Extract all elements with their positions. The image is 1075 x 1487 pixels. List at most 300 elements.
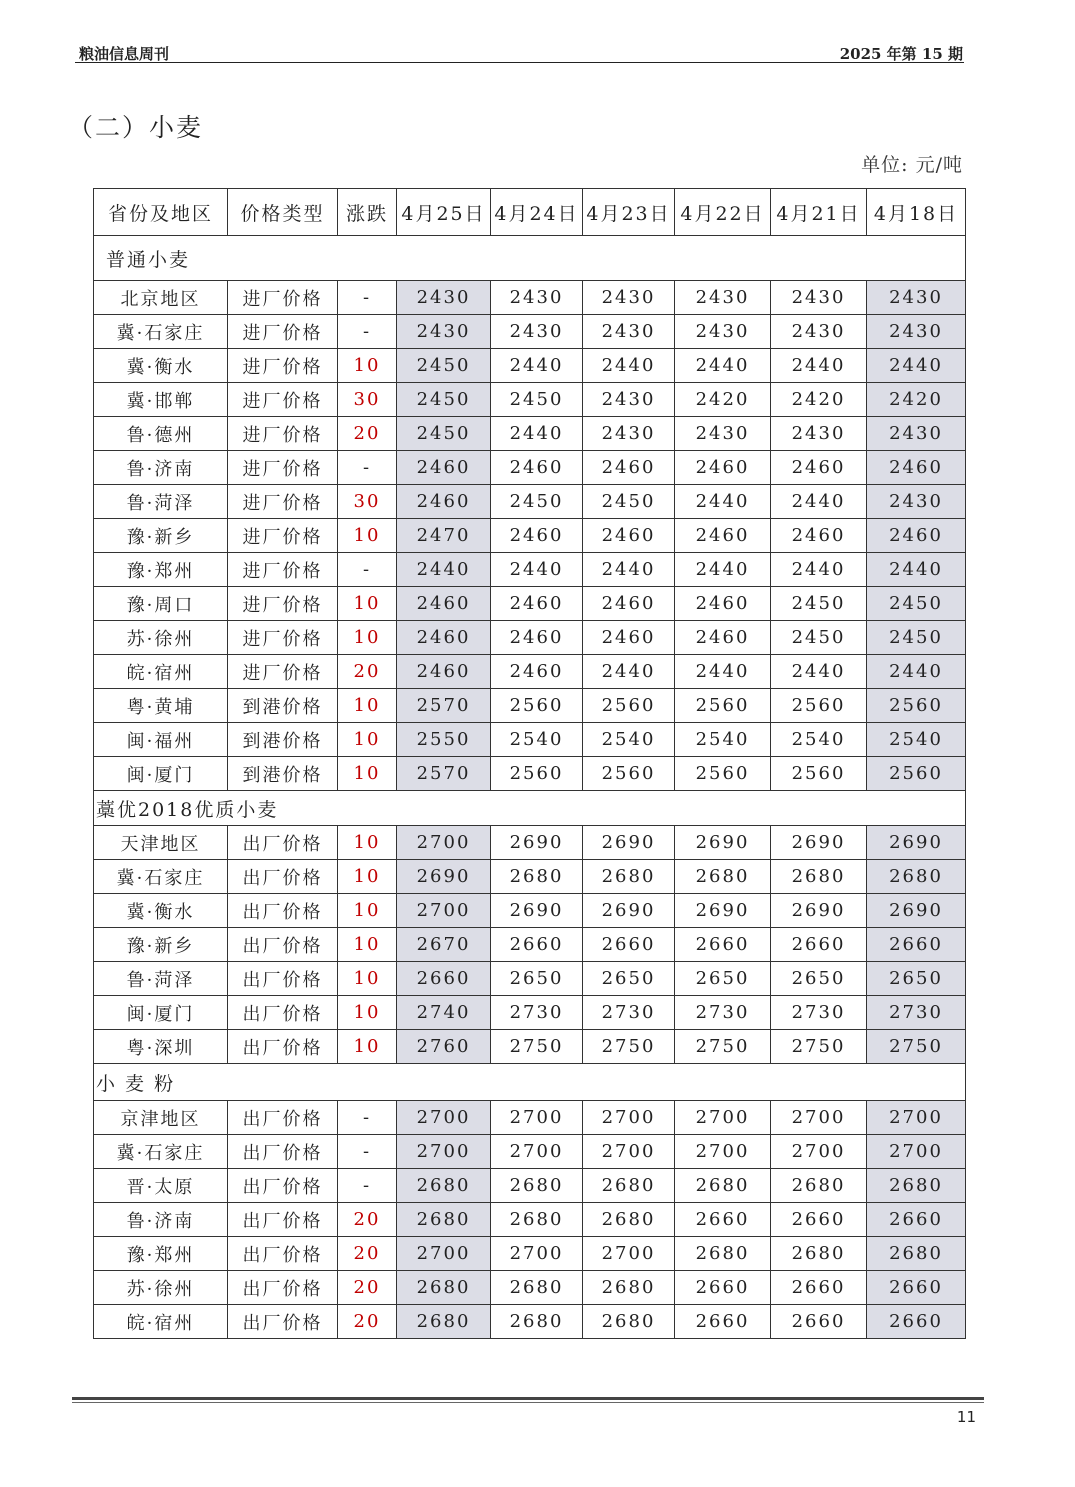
change-cell: 20 (338, 1271, 397, 1305)
price-cell: 2460 (397, 485, 491, 519)
region-cell: 冀·石家庄 (94, 860, 228, 894)
table-row (94, 621, 966, 655)
price-cell: 2700 (583, 1237, 675, 1271)
price-cell: 2730 (491, 996, 583, 1030)
price-cell: 2680 (771, 1237, 867, 1271)
price-cell: 2450 (583, 485, 675, 519)
column-header: 价格类型 (228, 189, 338, 236)
price-cell: 2460 (771, 451, 867, 485)
price-cell: 2450 (771, 621, 867, 655)
price-cell: 2430 (675, 281, 771, 315)
region-cell: 鲁·菏泽 (94, 962, 228, 996)
group-label: 小 麦 粉 (94, 1064, 966, 1101)
table-row (94, 383, 966, 417)
price-cell: 2540 (867, 723, 966, 757)
price-cell: 2680 (491, 1305, 583, 1339)
region-cell: 闽·福州 (94, 723, 228, 757)
group-row (94, 791, 966, 826)
section-title: （二）小麦 (68, 113, 204, 142)
price-cell: 2470 (397, 519, 491, 553)
page-number: 11 (956, 1408, 976, 1426)
price-cell: 2450 (491, 383, 583, 417)
table-row (94, 485, 966, 519)
price-type-cell: 出厂价格 (228, 1305, 338, 1339)
price-type-cell: 出厂价格 (228, 1237, 338, 1271)
price-cell: 2690 (771, 826, 867, 860)
price-cell: 2680 (397, 1169, 491, 1203)
region-cell: 闽·厦门 (94, 996, 228, 1030)
price-cell: 2560 (491, 757, 583, 791)
price-cell: 2440 (583, 655, 675, 689)
price-cell: 2440 (675, 655, 771, 689)
table-row (94, 723, 966, 757)
table-row (94, 996, 966, 1030)
price-cell: 2430 (867, 485, 966, 519)
price-cell: 2450 (397, 383, 491, 417)
price-cell: 2690 (491, 826, 583, 860)
price-cell: 2680 (491, 1271, 583, 1305)
price-cell: 2440 (583, 553, 675, 587)
price-type-cell: 出厂价格 (228, 1030, 338, 1064)
footer-rule-thin (72, 1402, 984, 1403)
price-type-cell: 出厂价格 (228, 860, 338, 894)
change-cell: - (338, 451, 397, 485)
price-cell: 2430 (867, 417, 966, 451)
region-cell: 闽·厦门 (94, 757, 228, 791)
change-cell: 10 (338, 962, 397, 996)
price-cell: 2440 (867, 553, 966, 587)
price-cell: 2560 (675, 689, 771, 723)
price-cell: 2660 (771, 1305, 867, 1339)
price-cell: 2690 (491, 894, 583, 928)
column-header: 4月18日 (867, 189, 966, 236)
price-cell: 2450 (867, 587, 966, 621)
change-cell: 10 (338, 894, 397, 928)
price-cell: 2440 (675, 553, 771, 587)
change-cell: 10 (338, 996, 397, 1030)
price-cell: 2730 (583, 996, 675, 1030)
column-header: 4月25日 (397, 189, 491, 236)
price-cell: 2750 (675, 1030, 771, 1064)
table-header-row (94, 189, 966, 236)
table-row (94, 689, 966, 723)
header-rule (75, 62, 964, 63)
price-cell: 2430 (583, 315, 675, 349)
price-cell: 2650 (771, 962, 867, 996)
table-row (94, 757, 966, 791)
publication-title: 粮油信息周刊 (79, 45, 170, 63)
change-cell: 20 (338, 1203, 397, 1237)
table-row (94, 1030, 966, 1064)
price-type-cell: 进厂价格 (228, 417, 338, 451)
price-cell: 2700 (397, 1101, 491, 1135)
price-cell: 2690 (867, 894, 966, 928)
price-cell: 2680 (675, 1169, 771, 1203)
price-cell: 2420 (675, 383, 771, 417)
price-cell: 2460 (675, 519, 771, 553)
region-cell: 鲁·济南 (94, 1203, 228, 1237)
change-cell: 10 (338, 826, 397, 860)
table-row (94, 1237, 966, 1271)
price-cell: 2460 (867, 519, 966, 553)
price-cell: 2560 (675, 757, 771, 791)
price-cell: 2660 (583, 928, 675, 962)
change-cell: - (338, 281, 397, 315)
table-row (94, 928, 966, 962)
table-row (94, 553, 966, 587)
price-cell: 2680 (867, 1237, 966, 1271)
table-row (94, 1169, 966, 1203)
price-cell: 2540 (675, 723, 771, 757)
price-cell: 2420 (771, 383, 867, 417)
change-cell: - (338, 315, 397, 349)
price-cell: 2660 (771, 1271, 867, 1305)
price-type-cell: 进厂价格 (228, 281, 338, 315)
region-cell: 冀·石家庄 (94, 1135, 228, 1169)
region-cell: 冀·邯郸 (94, 383, 228, 417)
column-header: 4月22日 (675, 189, 771, 236)
change-cell: - (338, 553, 397, 587)
price-cell: 2680 (771, 860, 867, 894)
table-row (94, 417, 966, 451)
price-cell: 2440 (771, 485, 867, 519)
change-cell: 30 (338, 485, 397, 519)
change-cell: 10 (338, 928, 397, 962)
price-cell: 2650 (583, 962, 675, 996)
price-cell: 2660 (675, 1271, 771, 1305)
change-cell: - (338, 1169, 397, 1203)
price-type-cell: 进厂价格 (228, 451, 338, 485)
price-cell: 2560 (867, 689, 966, 723)
change-cell: - (338, 1135, 397, 1169)
column-header: 4月21日 (771, 189, 867, 236)
price-cell: 2690 (675, 894, 771, 928)
price-cell: 2440 (491, 417, 583, 451)
price-cell: 2700 (491, 1101, 583, 1135)
region-cell: 冀·石家庄 (94, 315, 228, 349)
price-cell: 2700 (583, 1135, 675, 1169)
price-cell: 2700 (771, 1101, 867, 1135)
price-cell: 2680 (867, 860, 966, 894)
price-type-cell: 进厂价格 (228, 621, 338, 655)
price-type-cell: 出厂价格 (228, 1169, 338, 1203)
table-row (94, 1203, 966, 1237)
region-cell: 鲁·德州 (94, 417, 228, 451)
price-cell: 2660 (771, 1203, 867, 1237)
price-cell: 2700 (397, 1237, 491, 1271)
price-type-cell: 进厂价格 (228, 655, 338, 689)
price-cell: 2450 (397, 417, 491, 451)
price-cell: 2680 (583, 860, 675, 894)
price-cell: 2440 (771, 349, 867, 383)
price-cell: 2750 (491, 1030, 583, 1064)
price-cell: 2460 (583, 621, 675, 655)
table-row (94, 281, 966, 315)
price-type-cell: 到港价格 (228, 757, 338, 791)
price-cell: 2660 (491, 928, 583, 962)
price-cell: 2440 (867, 349, 966, 383)
price-cell: 2650 (491, 962, 583, 996)
table-row (94, 349, 966, 383)
price-cell: 2440 (491, 349, 583, 383)
price-cell: 2680 (491, 1169, 583, 1203)
column-header: 4月23日 (583, 189, 675, 236)
price-cell: 2680 (867, 1169, 966, 1203)
price-cell: 2450 (491, 485, 583, 519)
price-cell: 2430 (491, 315, 583, 349)
region-cell: 皖·宿州 (94, 655, 228, 689)
table-row (94, 315, 966, 349)
table-row (94, 860, 966, 894)
change-cell: 10 (338, 689, 397, 723)
price-cell: 2460 (491, 587, 583, 621)
price-type-cell: 进厂价格 (228, 485, 338, 519)
wheat-price-table (93, 188, 966, 1339)
price-cell: 2690 (397, 860, 491, 894)
price-type-cell: 进厂价格 (228, 553, 338, 587)
price-cell: 2700 (491, 1135, 583, 1169)
region-cell: 京津地区 (94, 1101, 228, 1135)
price-cell: 2560 (583, 689, 675, 723)
price-cell: 2460 (583, 451, 675, 485)
price-cell: 2680 (397, 1203, 491, 1237)
price-cell: 2460 (491, 519, 583, 553)
price-cell: 2660 (675, 1203, 771, 1237)
change-cell: 10 (338, 757, 397, 791)
region-cell: 鲁·济南 (94, 451, 228, 485)
price-cell: 2430 (675, 417, 771, 451)
price-type-cell: 出厂价格 (228, 894, 338, 928)
price-cell: 2660 (771, 928, 867, 962)
price-cell: 2760 (397, 1030, 491, 1064)
change-cell: 20 (338, 655, 397, 689)
table-row (94, 894, 966, 928)
price-cell: 2460 (583, 519, 675, 553)
price-cell: 2460 (675, 621, 771, 655)
price-cell: 2560 (771, 757, 867, 791)
table-row (94, 962, 966, 996)
region-cell: 粤·黄埔 (94, 689, 228, 723)
column-header: 涨跌 (338, 189, 397, 236)
region-cell: 苏·徐州 (94, 1271, 228, 1305)
price-cell: 2700 (867, 1101, 966, 1135)
price-cell: 2440 (867, 655, 966, 689)
price-cell: 2670 (397, 928, 491, 962)
price-cell: 2430 (867, 281, 966, 315)
price-cell: 2660 (675, 928, 771, 962)
price-cell: 2460 (397, 621, 491, 655)
price-cell: 2430 (675, 315, 771, 349)
price-type-cell: 出厂价格 (228, 962, 338, 996)
table-row (94, 1271, 966, 1305)
price-cell: 2560 (583, 757, 675, 791)
price-type-cell: 出厂价格 (228, 826, 338, 860)
price-cell: 2680 (675, 1237, 771, 1271)
price-cell: 2680 (675, 860, 771, 894)
price-cell: 2460 (397, 655, 491, 689)
group-label: 藁优2018优质小麦 (94, 791, 966, 826)
price-cell: 2430 (491, 281, 583, 315)
region-cell: 冀·衡水 (94, 894, 228, 928)
price-cell: 2660 (867, 1305, 966, 1339)
price-cell: 2680 (771, 1169, 867, 1203)
group-label: 普通小麦 (94, 236, 966, 281)
price-type-cell: 出厂价格 (228, 996, 338, 1030)
price-cell: 2450 (867, 621, 966, 655)
price-cell: 2460 (397, 587, 491, 621)
price-cell: 2690 (583, 826, 675, 860)
change-cell: 10 (338, 621, 397, 655)
change-cell: 10 (338, 723, 397, 757)
price-cell: 2460 (583, 587, 675, 621)
price-cell: 2690 (867, 826, 966, 860)
price-cell: 2450 (397, 349, 491, 383)
price-cell: 2690 (675, 826, 771, 860)
region-cell: 豫·周口 (94, 587, 228, 621)
change-cell: - (338, 1101, 397, 1135)
price-cell: 2700 (397, 1135, 491, 1169)
price-cell: 2440 (771, 553, 867, 587)
price-cell: 2700 (867, 1135, 966, 1169)
unit-label: 单位: 元/吨 (861, 154, 963, 176)
price-cell: 2750 (771, 1030, 867, 1064)
price-cell: 2700 (771, 1135, 867, 1169)
price-cell: 2700 (397, 826, 491, 860)
price-cell: 2750 (583, 1030, 675, 1064)
price-type-cell: 到港价格 (228, 723, 338, 757)
table-row (94, 1101, 966, 1135)
change-cell: 10 (338, 519, 397, 553)
price-cell: 2700 (675, 1135, 771, 1169)
table-row (94, 519, 966, 553)
price-cell: 2700 (583, 1101, 675, 1135)
price-type-cell: 出厂价格 (228, 1135, 338, 1169)
price-type-cell: 进厂价格 (228, 587, 338, 621)
change-cell: 20 (338, 1305, 397, 1339)
price-cell: 2730 (867, 996, 966, 1030)
price-cell: 2560 (771, 689, 867, 723)
price-cell: 2680 (491, 860, 583, 894)
price-cell: 2550 (397, 723, 491, 757)
region-cell: 鲁·菏泽 (94, 485, 228, 519)
price-cell: 2680 (583, 1203, 675, 1237)
price-cell: 2560 (867, 757, 966, 791)
price-cell: 2570 (397, 757, 491, 791)
price-type-cell: 出厂价格 (228, 1271, 338, 1305)
price-cell: 2680 (397, 1271, 491, 1305)
table-row (94, 451, 966, 485)
region-cell: 天津地区 (94, 826, 228, 860)
change-cell: 10 (338, 587, 397, 621)
issue-number: 2025 年第 15 期 (839, 45, 963, 63)
region-cell: 苏·徐州 (94, 621, 228, 655)
price-cell: 2430 (583, 417, 675, 451)
price-cell: 2730 (771, 996, 867, 1030)
price-cell: 2570 (397, 689, 491, 723)
price-type-cell: 进厂价格 (228, 349, 338, 383)
price-type-cell: 进厂价格 (228, 519, 338, 553)
change-cell: 20 (338, 1237, 397, 1271)
price-cell: 2680 (491, 1203, 583, 1237)
price-cell: 2660 (867, 928, 966, 962)
price-type-cell: 到港价格 (228, 689, 338, 723)
region-cell: 豫·新乡 (94, 519, 228, 553)
change-cell: 10 (338, 1030, 397, 1064)
price-cell: 2660 (397, 962, 491, 996)
price-cell: 2430 (771, 315, 867, 349)
price-cell: 2460 (491, 655, 583, 689)
price-cell: 2430 (583, 281, 675, 315)
price-cell: 2680 (397, 1305, 491, 1339)
price-cell: 2460 (675, 451, 771, 485)
price-cell: 2460 (491, 451, 583, 485)
region-cell: 北京地区 (94, 281, 228, 315)
region-cell: 豫·郑州 (94, 553, 228, 587)
price-cell: 2700 (397, 894, 491, 928)
price-type-cell: 出厂价格 (228, 1203, 338, 1237)
change-cell: 10 (338, 860, 397, 894)
price-cell: 2440 (675, 349, 771, 383)
region-cell: 豫·新乡 (94, 928, 228, 962)
price-cell: 2660 (675, 1305, 771, 1339)
column-header: 省份及地区 (94, 189, 228, 236)
price-cell: 2730 (675, 996, 771, 1030)
price-cell: 2420 (867, 383, 966, 417)
price-cell: 2540 (771, 723, 867, 757)
price-cell: 2460 (771, 519, 867, 553)
price-cell: 2660 (867, 1271, 966, 1305)
price-cell: 2440 (397, 553, 491, 587)
region-cell: 冀·衡水 (94, 349, 228, 383)
price-cell: 2690 (583, 894, 675, 928)
price-cell: 2540 (583, 723, 675, 757)
price-cell: 2460 (491, 621, 583, 655)
price-cell: 2430 (771, 417, 867, 451)
footer-rule (72, 1397, 984, 1400)
region-cell: 豫·郑州 (94, 1237, 228, 1271)
price-cell: 2440 (771, 655, 867, 689)
change-cell: 30 (338, 383, 397, 417)
price-type-cell: 出厂价格 (228, 928, 338, 962)
price-cell: 2700 (675, 1101, 771, 1135)
price-cell: 2650 (675, 962, 771, 996)
price-cell: 2650 (867, 962, 966, 996)
change-cell: 20 (338, 417, 397, 451)
price-cell: 2460 (397, 451, 491, 485)
price-cell: 2440 (583, 349, 675, 383)
price-type-cell: 出厂价格 (228, 1101, 338, 1135)
price-type-cell: 进厂价格 (228, 383, 338, 417)
price-cell: 2460 (675, 587, 771, 621)
group-row (94, 1064, 966, 1101)
price-cell: 2560 (491, 689, 583, 723)
price-cell: 2740 (397, 996, 491, 1030)
price-cell: 2430 (397, 281, 491, 315)
table-row (94, 826, 966, 860)
price-cell: 2700 (491, 1237, 583, 1271)
table-row (94, 587, 966, 621)
region-cell: 粤·深圳 (94, 1030, 228, 1064)
price-cell: 2430 (771, 281, 867, 315)
price-cell: 2750 (867, 1030, 966, 1064)
column-header: 4月24日 (491, 189, 583, 236)
region-cell: 皖·宿州 (94, 1305, 228, 1339)
group-row (94, 236, 966, 281)
price-cell: 2450 (771, 587, 867, 621)
price-cell: 2460 (867, 451, 966, 485)
price-type-cell: 进厂价格 (228, 315, 338, 349)
price-cell: 2430 (867, 315, 966, 349)
